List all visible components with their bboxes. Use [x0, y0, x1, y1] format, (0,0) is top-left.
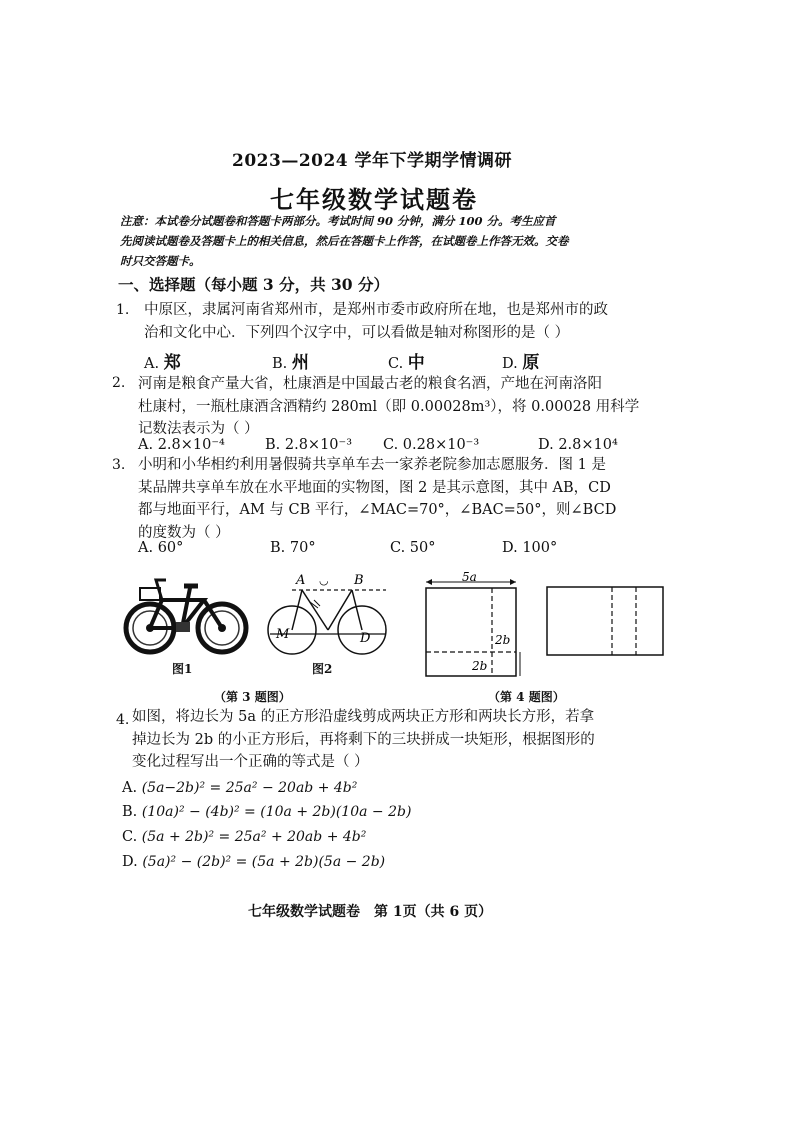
fig4-label-right: 2b — [495, 633, 511, 647]
fig2-label-a: A — [296, 573, 306, 588]
q2-option-c: C. 0.28×10⁻³ — [383, 437, 480, 453]
q1-line-1: 中原区，隶属河南省郑州市，是郑州市委市政府所在地，也是郑州市的政 — [144, 302, 608, 318]
q4-option-c: C. (5a + 2b)² = 25a² + 20ab + 4b² — [122, 829, 367, 845]
fig4-label-top: 5a — [462, 572, 477, 584]
q3-number: 3. — [112, 457, 126, 473]
q4-option-a: A. (5a−2b)² = 25a² − 20ab + 4b² — [122, 780, 358, 796]
q4-option-d: D. (5a)² − (2b)² = (5a + 2b)(5a − 2b) — [122, 854, 386, 870]
q4-line-1: 如图，将边长为 5a 的正方形沿虚线剪成两块正方形和两块长方形，若拿 — [132, 709, 595, 725]
bicycle-photo-figure — [122, 570, 250, 660]
q4-line-2: 掉边长为 2b 的小正方形后，再将剩下的三块拼成一块矩形，根据图形的 — [132, 731, 595, 748]
fig2-caption: 图2 — [312, 662, 333, 676]
q1-number: 1. — [116, 302, 130, 318]
q4-option-b: B. (10a)² − (4b)² = (10a + 2b)(10a − 2b) — [122, 804, 412, 820]
q3-option-a: A. 60° — [138, 540, 184, 556]
q1-line-2: 治和文化中心．下列四个汉字中，可以看做是轴对称图形的是（ ） — [144, 324, 570, 341]
q1-option-a: A. 郑 — [144, 353, 181, 373]
q2-stem — [138, 373, 688, 441]
q2-line-3: 记数法表示为（ ） — [138, 421, 259, 437]
q1-stem — [144, 299, 684, 344]
q3-option-b: B. 70° — [270, 540, 316, 556]
q2-option-d: D. 2.8×10⁴ — [538, 437, 618, 453]
q1-option-c: C. 中 — [388, 353, 425, 373]
q4-figure-caption: （第 4 题图） — [488, 690, 565, 704]
exam-subtitle: 七年级数学试题卷 — [270, 185, 478, 214]
cut-square-figure — [420, 572, 530, 678]
svg-text:◡: ◡ — [319, 574, 329, 587]
q2-number: 2. — [112, 375, 126, 391]
fig1-caption: 图1 — [172, 662, 193, 676]
notice-line-2: 先阅读试题卷及答题卡上的相关信息，然后在答题卡上作答，在试题卷上作答无效。交卷 — [120, 234, 569, 248]
q3-option-c: C. 50° — [390, 540, 436, 556]
q4-stem — [132, 706, 692, 774]
q1-option-d: D. 原 — [502, 353, 540, 373]
q2-option-a: A. 2.8×10⁻⁴ — [138, 437, 225, 453]
q2-line-1: 河南是粮食产量大省，杜康酒是中国最古老的粮食名酒，产地在河南洛阳 — [138, 376, 602, 392]
q4-number: 4. — [116, 712, 130, 728]
q3-figure-caption: （第 3 题图） — [214, 690, 291, 704]
q3-line-4: 的度数为（ ） — [138, 524, 230, 541]
q3-line-1: 小明和小华相约利用暑假骑共享单车去一家养老院参加志愿服务．图 1 是 — [138, 457, 606, 473]
bicycle-schematic-figure — [262, 572, 390, 662]
q4-line-3: 变化过程写出一个正确的等式是（ ） — [132, 754, 369, 770]
q2-line-2: 杜康村，一瓶杜康酒含酒精约 280ml（即 0.00028m³），将 0.00028 用科学 — [138, 398, 640, 415]
rearranged-rectangle-figure — [544, 584, 668, 662]
fig2-label-b: B — [354, 573, 364, 588]
page-footer: 七年级数学试题卷 第 1页（共 6 页） — [248, 904, 493, 920]
exam-title: 2023—2024 学年下学期学情调研 — [232, 151, 513, 171]
fig2-label-m: M — [276, 627, 290, 642]
q3-line-3: 都与地面平行，AM 与 CB 平行，∠MAC=70°，∠BAC=50°，则∠BCD — [138, 502, 617, 518]
notice-line-3: 时只交答题卡。 — [120, 254, 201, 268]
fig4-label-bottom: 2b — [472, 659, 488, 673]
notice — [120, 211, 650, 271]
notice-line-1: 注意：本试卷分试题卷和答题卡两部分。考试时间 90 分钟，满分 100 分。考生应首 — [120, 214, 556, 228]
q1-option-b: B. 州 — [272, 353, 309, 373]
q3-stem — [138, 454, 698, 544]
fig2-label-d: D — [360, 631, 371, 646]
q3-option-d: D. 100° — [502, 540, 558, 556]
q3-line-2: 某品牌共享单车放在水平地面的实物图，图 2 是其示意图，其中 AB，CD — [138, 479, 611, 496]
q2-option-b: B. 2.8×10⁻³ — [265, 437, 353, 453]
section-heading: 一、选择题（每小题 3 分，共 30 分） — [118, 275, 389, 294]
